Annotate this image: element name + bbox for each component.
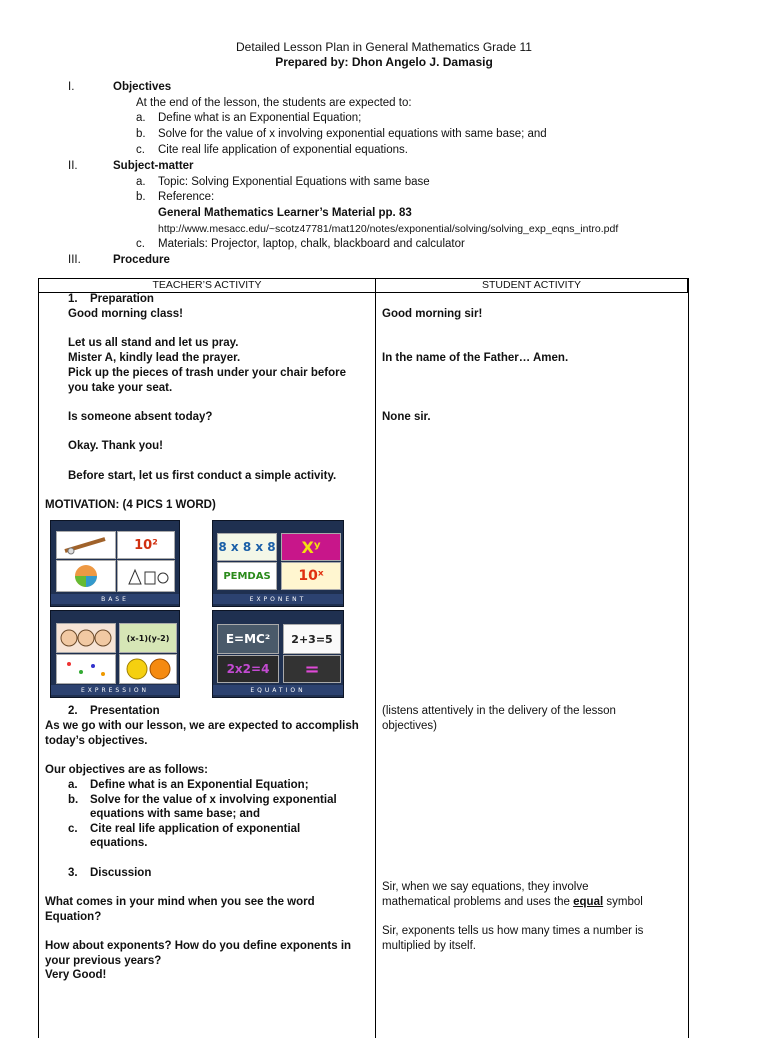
- student-line: objectives): [382, 720, 437, 732]
- teacher-line: Mister A, kindly lead the prayer.: [68, 352, 241, 364]
- table-border-left: [38, 278, 39, 1038]
- shapes-icon: [117, 560, 175, 592]
- step-number: 2.: [68, 705, 78, 717]
- section-number: III.: [68, 254, 81, 266]
- teacher-objective: equations.: [90, 837, 148, 849]
- equal-word: equal: [573, 896, 604, 908]
- teacher-objective: Cite real life application of exponential: [90, 823, 301, 835]
- section-heading-objectives: Objectives: [113, 81, 172, 93]
- activity-table: [38, 278, 688, 293]
- teacher-line: What comes in your mind when you see the word: [45, 896, 315, 908]
- pic-answer-strip: EXPONENT: [213, 594, 343, 604]
- pic-tile: 10ˣ: [281, 562, 341, 590]
- list-marker: b.: [68, 794, 79, 806]
- topic: Topic: Solving Exponential Equations with same base: [158, 176, 430, 188]
- pic-tile: =: [283, 655, 341, 683]
- step-heading-discussion: Discussion: [90, 867, 152, 879]
- reference-label: Reference:: [158, 191, 215, 203]
- teacher-objective: Define what is an Exponential Equation;: [90, 779, 309, 791]
- pic-panel-expression: [50, 610, 180, 698]
- list-marker: c.: [68, 823, 78, 835]
- pic-tile: 8 x 8 x 8: [217, 533, 277, 561]
- color-wheel-icon: [56, 560, 116, 592]
- student-text: mathematical problems and uses the: [382, 896, 574, 908]
- teacher-line: Very Good!: [45, 969, 107, 981]
- table-border-right: [688, 278, 689, 1038]
- objective-item: Solve for the value of x involving exponential equations with same base; and: [158, 128, 547, 140]
- step-number: 1.: [68, 293, 78, 305]
- teacher-line: today’s objectives.: [45, 735, 148, 747]
- section-number: I.: [68, 81, 75, 93]
- document-title: Detailed Lesson Plan in General Mathematics Grade 11: [236, 40, 532, 54]
- teacher-line: As we go with our lesson, we are expected to accomplish: [45, 720, 359, 732]
- pic-tile: 2+3=5: [283, 624, 341, 654]
- list-marker: c.: [136, 144, 145, 156]
- pic-tile: 10²: [117, 531, 175, 559]
- list-marker: a.: [68, 779, 78, 791]
- column-header-teacher: TEACHER’S ACTIVITY: [39, 279, 376, 293]
- pic-answer-strip: EQUATION: [213, 685, 343, 695]
- list-marker: a.: [136, 112, 146, 124]
- teacher-line: Our objectives are as follows:: [45, 764, 208, 776]
- teacher-line: your previous years?: [45, 955, 162, 967]
- step-heading-presentation: Presentation: [90, 705, 160, 717]
- prepared-by: Prepared by: Dhon Angelo J. Damasig: [275, 55, 493, 69]
- motivation-heading: MOTIVATION: (4 PICS 1 WORD): [45, 499, 216, 511]
- scatter-icon: [56, 654, 116, 684]
- pic-tile: (x-1)(y-2): [119, 623, 177, 653]
- student-line: None sir.: [382, 411, 431, 423]
- list-marker: b.: [136, 191, 146, 203]
- section-heading-procedure: Procedure: [113, 254, 170, 266]
- student-line: [382, 895, 643, 910]
- teacher-line: Good morning class!: [68, 308, 184, 320]
- teacher-line: Equation?: [45, 911, 102, 923]
- section-number: II.: [68, 160, 78, 172]
- column-header-student: STUDENT ACTIVITY: [376, 279, 688, 293]
- student-line: multiplied by itself.: [382, 940, 476, 952]
- objective-item: Cite real life application of exponential equations.: [158, 144, 408, 156]
- section-heading-subject: Subject-matter: [113, 160, 194, 172]
- teacher-line: you take your seat.: [68, 382, 173, 394]
- objective-item: Define what is an Exponential Equation;: [158, 112, 362, 124]
- teacher-line: Okay. Thank you!: [68, 440, 164, 452]
- step-number: 3.: [68, 867, 78, 879]
- reference-url: http://www.mesacc.edu/~scotz47781/mat120/notes/exponential/solving/solving_exp_eqns_intro.pdf: [158, 223, 619, 235]
- pic-answer-strip: EXPRESSION: [51, 685, 179, 695]
- list-marker: b.: [136, 128, 146, 140]
- pic-tile: PEMDAS: [217, 562, 277, 590]
- step-heading-preparation: Preparation: [90, 293, 154, 305]
- list-marker: a.: [136, 176, 146, 188]
- student-line: (listens attentively in the delivery of the lesson: [382, 705, 616, 717]
- list-marker: c.: [136, 238, 145, 250]
- pic-tile: Xʸ: [281, 533, 341, 561]
- pic-panel-equation: [212, 610, 344, 698]
- baseball-bat-icon: [56, 531, 116, 559]
- student-line: Sir, exponents tells us how many times a number is: [382, 925, 644, 937]
- student-line: Sir, when we say equations, they involve: [382, 881, 589, 893]
- student-line: In the name of the Father… Amen.: [382, 352, 569, 364]
- pic-tile: E=MC²: [217, 624, 279, 654]
- teacher-line: How about exponents? How do you define exponents in: [45, 940, 352, 952]
- table-divider: [375, 278, 376, 1038]
- pic-tile: 2x2=4: [217, 655, 279, 683]
- pic-panel-exponent: [212, 520, 344, 607]
- materials: Materials: Projector, laptop, chalk, blackboard and calculator: [158, 238, 465, 250]
- teacher-objective: equations with same base; and: [90, 808, 260, 820]
- pic-answer-strip: BASE: [51, 594, 179, 604]
- student-text: symbol: [603, 896, 643, 908]
- objectives-intro: At the end of the lesson, the students are expected to:: [136, 97, 412, 109]
- teacher-line: Is someone absent today?: [68, 411, 213, 423]
- teacher-objective: Solve for the value of x involving exponential: [90, 794, 337, 806]
- pic-panel-base: [50, 520, 180, 607]
- teacher-line: Let us all stand and let us pray.: [68, 337, 239, 349]
- reference-book: General Mathematics Learner’s Material pp. 83: [158, 207, 412, 219]
- faces-icon: [56, 623, 116, 653]
- teacher-line: Pick up the pieces of trash under your chair before: [68, 367, 346, 379]
- emoji-faces-icon: [119, 654, 177, 684]
- teacher-line: Before start, let us first conduct a simple activity.: [68, 470, 337, 482]
- student-line: Good morning sir!: [382, 308, 483, 320]
